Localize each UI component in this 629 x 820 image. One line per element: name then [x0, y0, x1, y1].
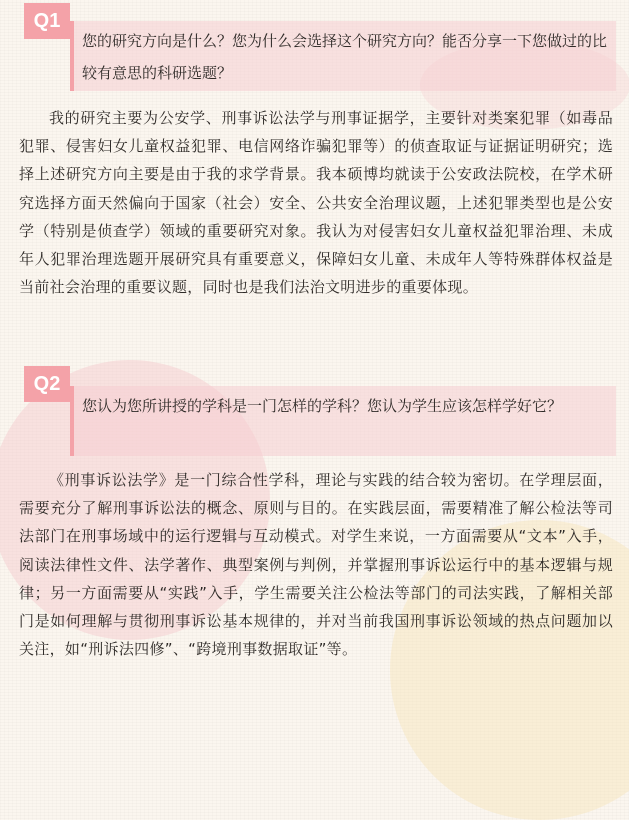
question-text-q2: 您认为您所讲授的学科是一门怎样的学科？您认为学生应该怎样学好它？ — [82, 397, 563, 415]
question-badge-q1: Q1 — [24, 3, 70, 39]
question-box-q2 — [70, 386, 616, 456]
question-box-q1 — [70, 21, 616, 91]
question-text-q1: 您的研究方向是什么？您为什么会选择这个研究方向？能否分享一下您做过的比较有意思的科研选题？ — [82, 32, 608, 82]
answer-paragraph-q2: 《刑事诉讼法学》是一门综合性学科，理论与实践的结合较为密切。在学理层面，需要充分了解刑事诉讼法的概念、原则与目的。在实践层面，需要精准了解公检法等司法部门在刑事场域中的运行逻辑与互动模式。对学生来说，一方面需要从“文本”入手，阅读法律性文件、法学著作、典型案例与判例，并掌握刑事诉讼运行中的基本逻辑与规律；另一方面需要从“实践”入手，学生需要关注公检法等部门的司法实践，了解相关部门是如何理解与贯彻刑事诉讼基本规律的，并对当前我国刑事诉讼领域的热点问题加以关注，如“刑诉法四修”、“跨境刑事数据取证”等。 — [19, 471, 613, 659]
answer-paragraph-q1: 我的研究主要为公安学、刑事诉讼法学与刑事证据学，主要针对类案犯罪（如毒品犯罪、侵害妇女儿童权益犯罪、电信网络诈骗犯罪等）的侦查取证与证据证明研究；选择上述研究方向主要是由于我的求学背景。我本硕博均就读于公安政法院校，在学术研究选择方面天然偏向于国家（社会）安全、公共安全治理议题，上述犯罪类型也是公安学（特别是侦查学）领域的重要研究对象。我认为对侵害妇女儿童权益犯罪治理、未成年人犯罪治理选题开展研究具有重要意义，保障妇女儿童、未成年人等特殊群体权益是当前社会治理的重要议题，同时也是我们法治文明进步的重要体现。 — [19, 109, 613, 297]
question-badge-q2: Q2 — [24, 366, 70, 402]
